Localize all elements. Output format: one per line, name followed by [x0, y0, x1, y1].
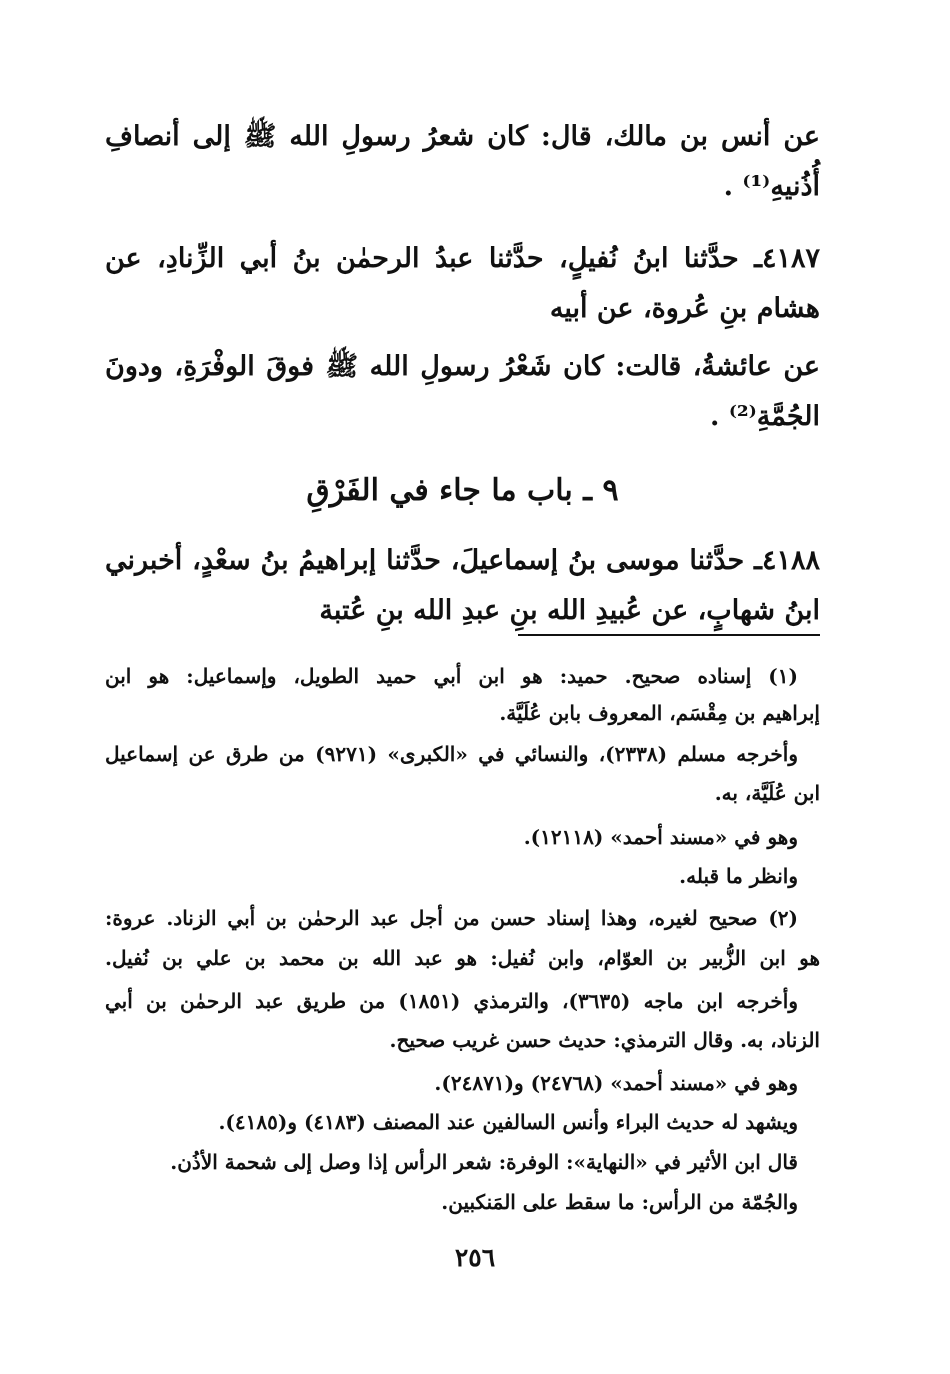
footnote-1-line: إبراهيم بن مِقْسَم، المعروف بابن عُلَيَّة.	[499, 701, 820, 725]
hadith-4187-matn: عن عائشةُ، قالت: كان شَعْرُ رسولِ الله ﷺ فوقَ الوفْرَةِ، ودونَ الجُمَّةِ⁽²⁾ .	[105, 351, 820, 432]
footnote-2-line: قال ابن الأثير في «النهاية»: الوفرة: شعر الرأس إذا وصل إلى شحمة الأذُن.	[170, 1150, 798, 1174]
chapter-heading: ٩ ـ باب ما جاء في الفَرْقِ	[306, 473, 619, 508]
footnote-2-line: وهو في «مسند أحمد» (٢٤٧٦٨) و(٢٤٨٧١).	[434, 1071, 798, 1095]
footnote-2-line: وأخرجه ابن ماجه (٣٦٣٥)، والترمذي (١٨٥١) من طريق عبد الرحمٰن بن أبي	[105, 989, 798, 1013]
footnote-2-line: الزناد، به. وقال الترمذي: حديث حسن غريب صحيح.	[389, 1028, 820, 1052]
hadith-4188-isnad: ٤١٨٨ـ حدَّثنا موسى بنُ إسماعيلَ، حدَّثنا إبراهيمُ بنُ سعْدٍ، أخبرني ابنُ شهابٍ، عن عُبيدِ الله بنِ عبدِ الله بنِ عُتبة	[105, 545, 820, 626]
hadith-186-matn: عن أنس بن مالك، قال: كان شعرُ رسولِ الله ﷺ إلى أنصافِ أُذُنيهِ⁽¹⁾ .	[105, 121, 820, 202]
footnote-2-line: هو ابن الزُّبير بن العوّام، وابن نُفيل: هو عبد الله بن محمد بن علي بن نُفيل.	[105, 946, 820, 970]
footnote-2-line: (٢) صحيح لغيره، وهذا إسناد حسن من أجل عبد الرحمٰن بن أبي الزناد. عروة:	[105, 906, 798, 930]
footnote-2-line: والجُمّة من الرأس: ما سقط على المَنكبين.	[441, 1190, 798, 1214]
footnote-1-line: وانظر ما قبله.	[679, 864, 798, 888]
footnote-1-line: وهو في «مسند أحمد» (١٢١١٨).	[523, 825, 798, 849]
footnote-separator	[518, 634, 820, 636]
footnote-1-line: (١) إسناده صحيح. حميد: هو ابن أبي حميد الطويل، وإسماعيل: هو ابن	[105, 664, 798, 688]
footnote-1-line: ابن عُلَيَّة، به.	[714, 781, 820, 805]
footnote-2-line: ويشهد له حديث البراء وأنس السالفين عند المصنف (٤١٨٣) و(٤١٨٥).	[218, 1110, 798, 1134]
page-number: ٢٥٦	[454, 1243, 496, 1272]
hadith-4187-isnad: ٤١٨٧ـ حدَّثنا ابنُ نُفيلٍ، حدَّثنا عبدُ الرحمٰن بنُ أبي الزِّنادِ، عن هشام بنِ عُروة، عن أبيه	[105, 243, 820, 324]
footnote-1-line: وأخرجه مسلم (٢٣٣٨)، والنسائي في «الكبرى» (٩٢٧١) من طرق عن إسماعيل	[105, 742, 799, 766]
